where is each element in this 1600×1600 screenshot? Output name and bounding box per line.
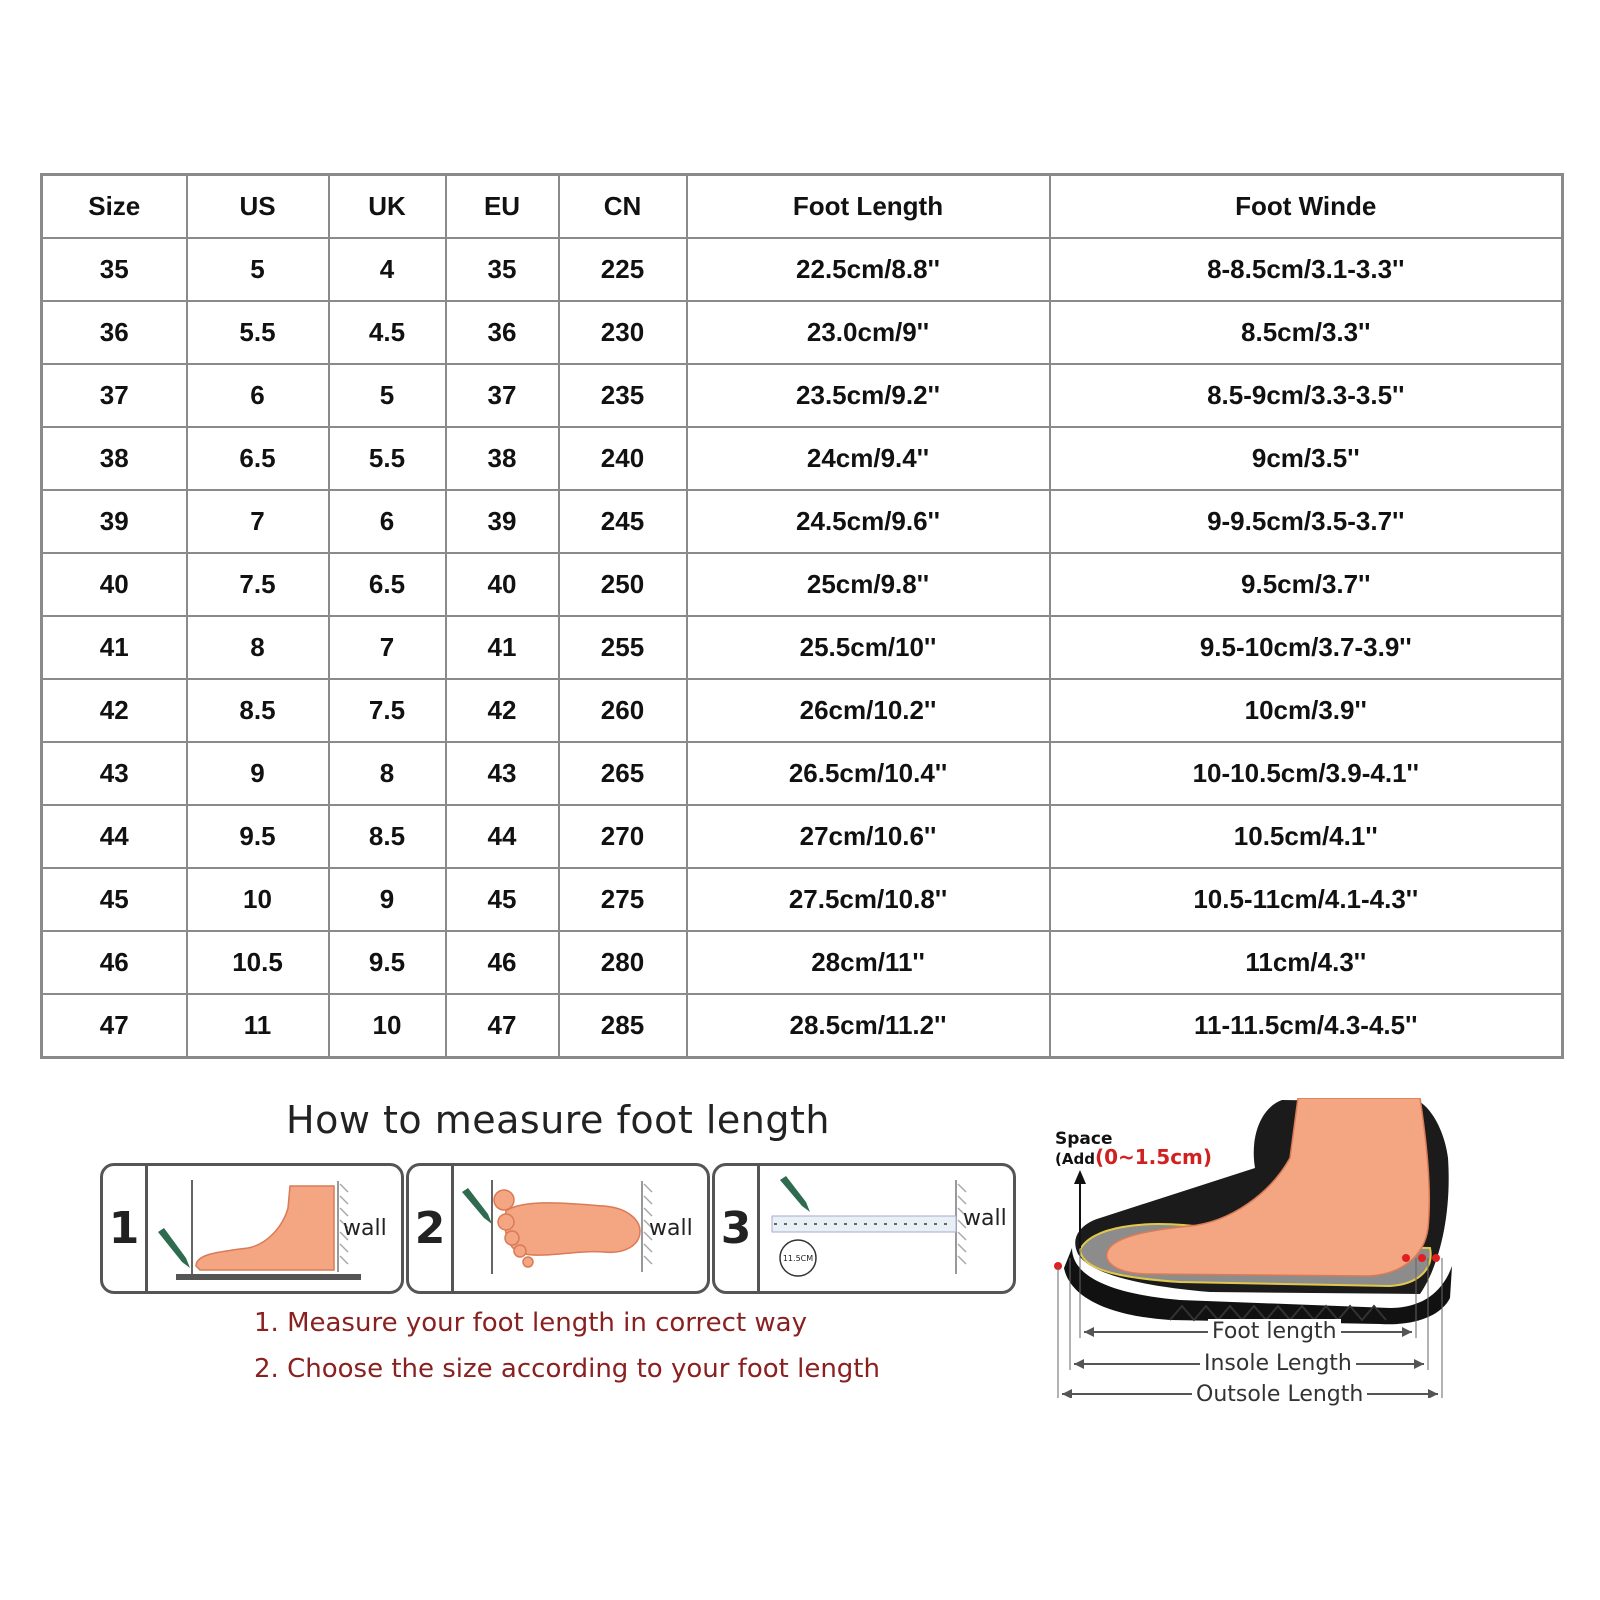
column-header: Foot Length — [687, 175, 1050, 239]
measure-step-3 — [712, 1163, 1016, 1294]
table-row — [42, 364, 1563, 427]
table-cell: 6.5 — [329, 553, 446, 616]
table-cell: 26.5cm/10.4'' — [687, 742, 1050, 805]
table-cell: 45 — [42, 868, 187, 931]
table-row — [42, 868, 1563, 931]
table-cell: 39 — [446, 490, 559, 553]
table-cell: 27cm/10.6'' — [687, 805, 1050, 868]
table-cell: 40 — [42, 553, 187, 616]
table-cell: 265 — [559, 742, 687, 805]
table-cell: 7.5 — [187, 553, 329, 616]
add-label: (Add — [1055, 1150, 1095, 1168]
column-header: CN — [559, 175, 687, 239]
table-cell: 7 — [329, 616, 446, 679]
table-cell: 240 — [559, 427, 687, 490]
table-row — [42, 994, 1563, 1058]
step-number: 3 — [715, 1166, 760, 1291]
table-cell: 45 — [446, 868, 559, 931]
table-cell: 43 — [42, 742, 187, 805]
table-cell: 37 — [42, 364, 187, 427]
measure-step-1 — [100, 1163, 404, 1294]
table-cell: 10cm/3.9'' — [1050, 679, 1563, 742]
table-cell: 28.5cm/11.2'' — [687, 994, 1050, 1058]
table-cell: 8-8.5cm/3.1-3.3'' — [1050, 238, 1563, 301]
measure-title: How to measure foot length — [286, 1098, 830, 1142]
table-cell: 41 — [42, 616, 187, 679]
space-label-text: Space — [1055, 1129, 1113, 1149]
table-cell: 5.5 — [329, 427, 446, 490]
table-cell: 24cm/9.4'' — [687, 427, 1050, 490]
table-cell: 6 — [329, 490, 446, 553]
table-cell: 35 — [446, 238, 559, 301]
table-row — [42, 427, 1563, 490]
table-row — [42, 238, 1563, 301]
table-cell: 270 — [559, 805, 687, 868]
table-cell: 37 — [446, 364, 559, 427]
table-cell: 9.5cm/3.7'' — [1050, 553, 1563, 616]
table-cell: 5 — [187, 238, 329, 301]
table-row — [42, 616, 1563, 679]
table-cell: 25.5cm/10'' — [687, 616, 1050, 679]
table-cell: 35 — [42, 238, 187, 301]
add-range-label: (0~1.5cm) — [1094, 1145, 1213, 1169]
table-cell: 10.5 — [187, 931, 329, 994]
table-cell: 40 — [446, 553, 559, 616]
foot-length-label: Foot length — [1208, 1319, 1341, 1344]
table-cell: 230 — [559, 301, 687, 364]
table-cell: 7 — [187, 490, 329, 553]
table-cell: 8.5 — [329, 805, 446, 868]
table-cell: 5.5 — [187, 301, 329, 364]
wall-label: wall — [649, 1216, 693, 1241]
table-cell: 250 — [559, 553, 687, 616]
table-cell: 42 — [42, 679, 187, 742]
table-header-row — [42, 175, 1563, 239]
table-cell: 44 — [42, 805, 187, 868]
table-cell: 47 — [446, 994, 559, 1058]
step-number: 1 — [103, 1166, 148, 1291]
table-cell: 11 — [187, 994, 329, 1058]
wall-label: wall — [343, 1216, 387, 1241]
table-row — [42, 301, 1563, 364]
ruler-measure-label: 11.5CM — [782, 1254, 814, 1263]
table-cell: 7.5 — [329, 679, 446, 742]
table-row — [42, 679, 1563, 742]
table-cell: 8 — [187, 616, 329, 679]
table-row — [42, 490, 1563, 553]
size-chart-table — [40, 173, 1564, 1059]
column-header: Foot Winde — [1050, 175, 1563, 239]
table-cell: 39 — [42, 490, 187, 553]
table-cell: 27.5cm/10.8'' — [687, 868, 1050, 931]
table-cell: 36 — [42, 301, 187, 364]
table-cell: 9-9.5cm/3.5-3.7'' — [1050, 490, 1563, 553]
table-cell: 8.5cm/3.3'' — [1050, 301, 1563, 364]
table-cell: 260 — [559, 679, 687, 742]
table-cell: 10-10.5cm/3.9-4.1'' — [1050, 742, 1563, 805]
table-cell: 23.0cm/9'' — [687, 301, 1050, 364]
outsole-length-label: Outsole Length — [1192, 1382, 1367, 1407]
table-cell: 11-11.5cm/4.3-4.5'' — [1050, 994, 1563, 1058]
table-cell: 44 — [446, 805, 559, 868]
table-cell: 38 — [446, 427, 559, 490]
table-row — [42, 553, 1563, 616]
table-cell: 10.5cm/4.1'' — [1050, 805, 1563, 868]
table-cell: 28cm/11'' — [687, 931, 1050, 994]
table-cell: 225 — [559, 238, 687, 301]
table-cell: 285 — [559, 994, 687, 1058]
space-label — [1055, 1130, 1212, 1168]
table-cell: 47 — [42, 994, 187, 1058]
column-header: EU — [446, 175, 559, 239]
table-cell: 9cm/3.5'' — [1050, 427, 1563, 490]
table-cell: 275 — [559, 868, 687, 931]
wall-label: wall — [963, 1206, 1007, 1231]
table-cell: 10 — [187, 868, 329, 931]
table-cell: 245 — [559, 490, 687, 553]
column-header: US — [187, 175, 329, 239]
table-cell: 23.5cm/9.2'' — [687, 364, 1050, 427]
table-cell: 22.5cm/8.8'' — [687, 238, 1050, 301]
table-cell: 8.5-9cm/3.3-3.5'' — [1050, 364, 1563, 427]
table-cell: 6 — [187, 364, 329, 427]
column-header: UK — [329, 175, 446, 239]
table-cell: 9.5 — [329, 931, 446, 994]
table-cell: 4.5 — [329, 301, 446, 364]
table-cell: 5 — [329, 364, 446, 427]
table-cell: 43 — [446, 742, 559, 805]
measure-step-2 — [406, 1163, 710, 1294]
column-header: Size — [42, 175, 187, 239]
instruction-1: 1. Measure your foot length in correct way — [254, 1308, 807, 1338]
table-cell: 8.5 — [187, 679, 329, 742]
table-cell: 46 — [446, 931, 559, 994]
table-cell: 4 — [329, 238, 446, 301]
table-cell: 10 — [329, 994, 446, 1058]
table-cell: 255 — [559, 616, 687, 679]
table-cell: 10.5-11cm/4.1-4.3'' — [1050, 868, 1563, 931]
insole-length-label: Insole Length — [1200, 1351, 1356, 1376]
table-cell: 235 — [559, 364, 687, 427]
table-cell: 9 — [187, 742, 329, 805]
table-cell: 42 — [446, 679, 559, 742]
table-cell: 9.5-10cm/3.7-3.9'' — [1050, 616, 1563, 679]
table-cell: 280 — [559, 931, 687, 994]
table-cell: 25cm/9.8'' — [687, 553, 1050, 616]
table-row — [42, 742, 1563, 805]
table-cell: 46 — [42, 931, 187, 994]
table-cell: 9.5 — [187, 805, 329, 868]
instruction-2: 2. Choose the size according to your foot length — [254, 1354, 880, 1384]
table-row — [42, 931, 1563, 994]
step-number: 2 — [409, 1166, 454, 1291]
table-cell: 11cm/4.3'' — [1050, 931, 1563, 994]
table-cell: 36 — [446, 301, 559, 364]
table-cell: 6.5 — [187, 427, 329, 490]
table-row — [42, 805, 1563, 868]
table-cell: 38 — [42, 427, 187, 490]
table-cell: 26cm/10.2'' — [687, 679, 1050, 742]
table-cell: 41 — [446, 616, 559, 679]
table-cell: 9 — [329, 868, 446, 931]
table-cell: 24.5cm/9.6'' — [687, 490, 1050, 553]
table-cell: 8 — [329, 742, 446, 805]
